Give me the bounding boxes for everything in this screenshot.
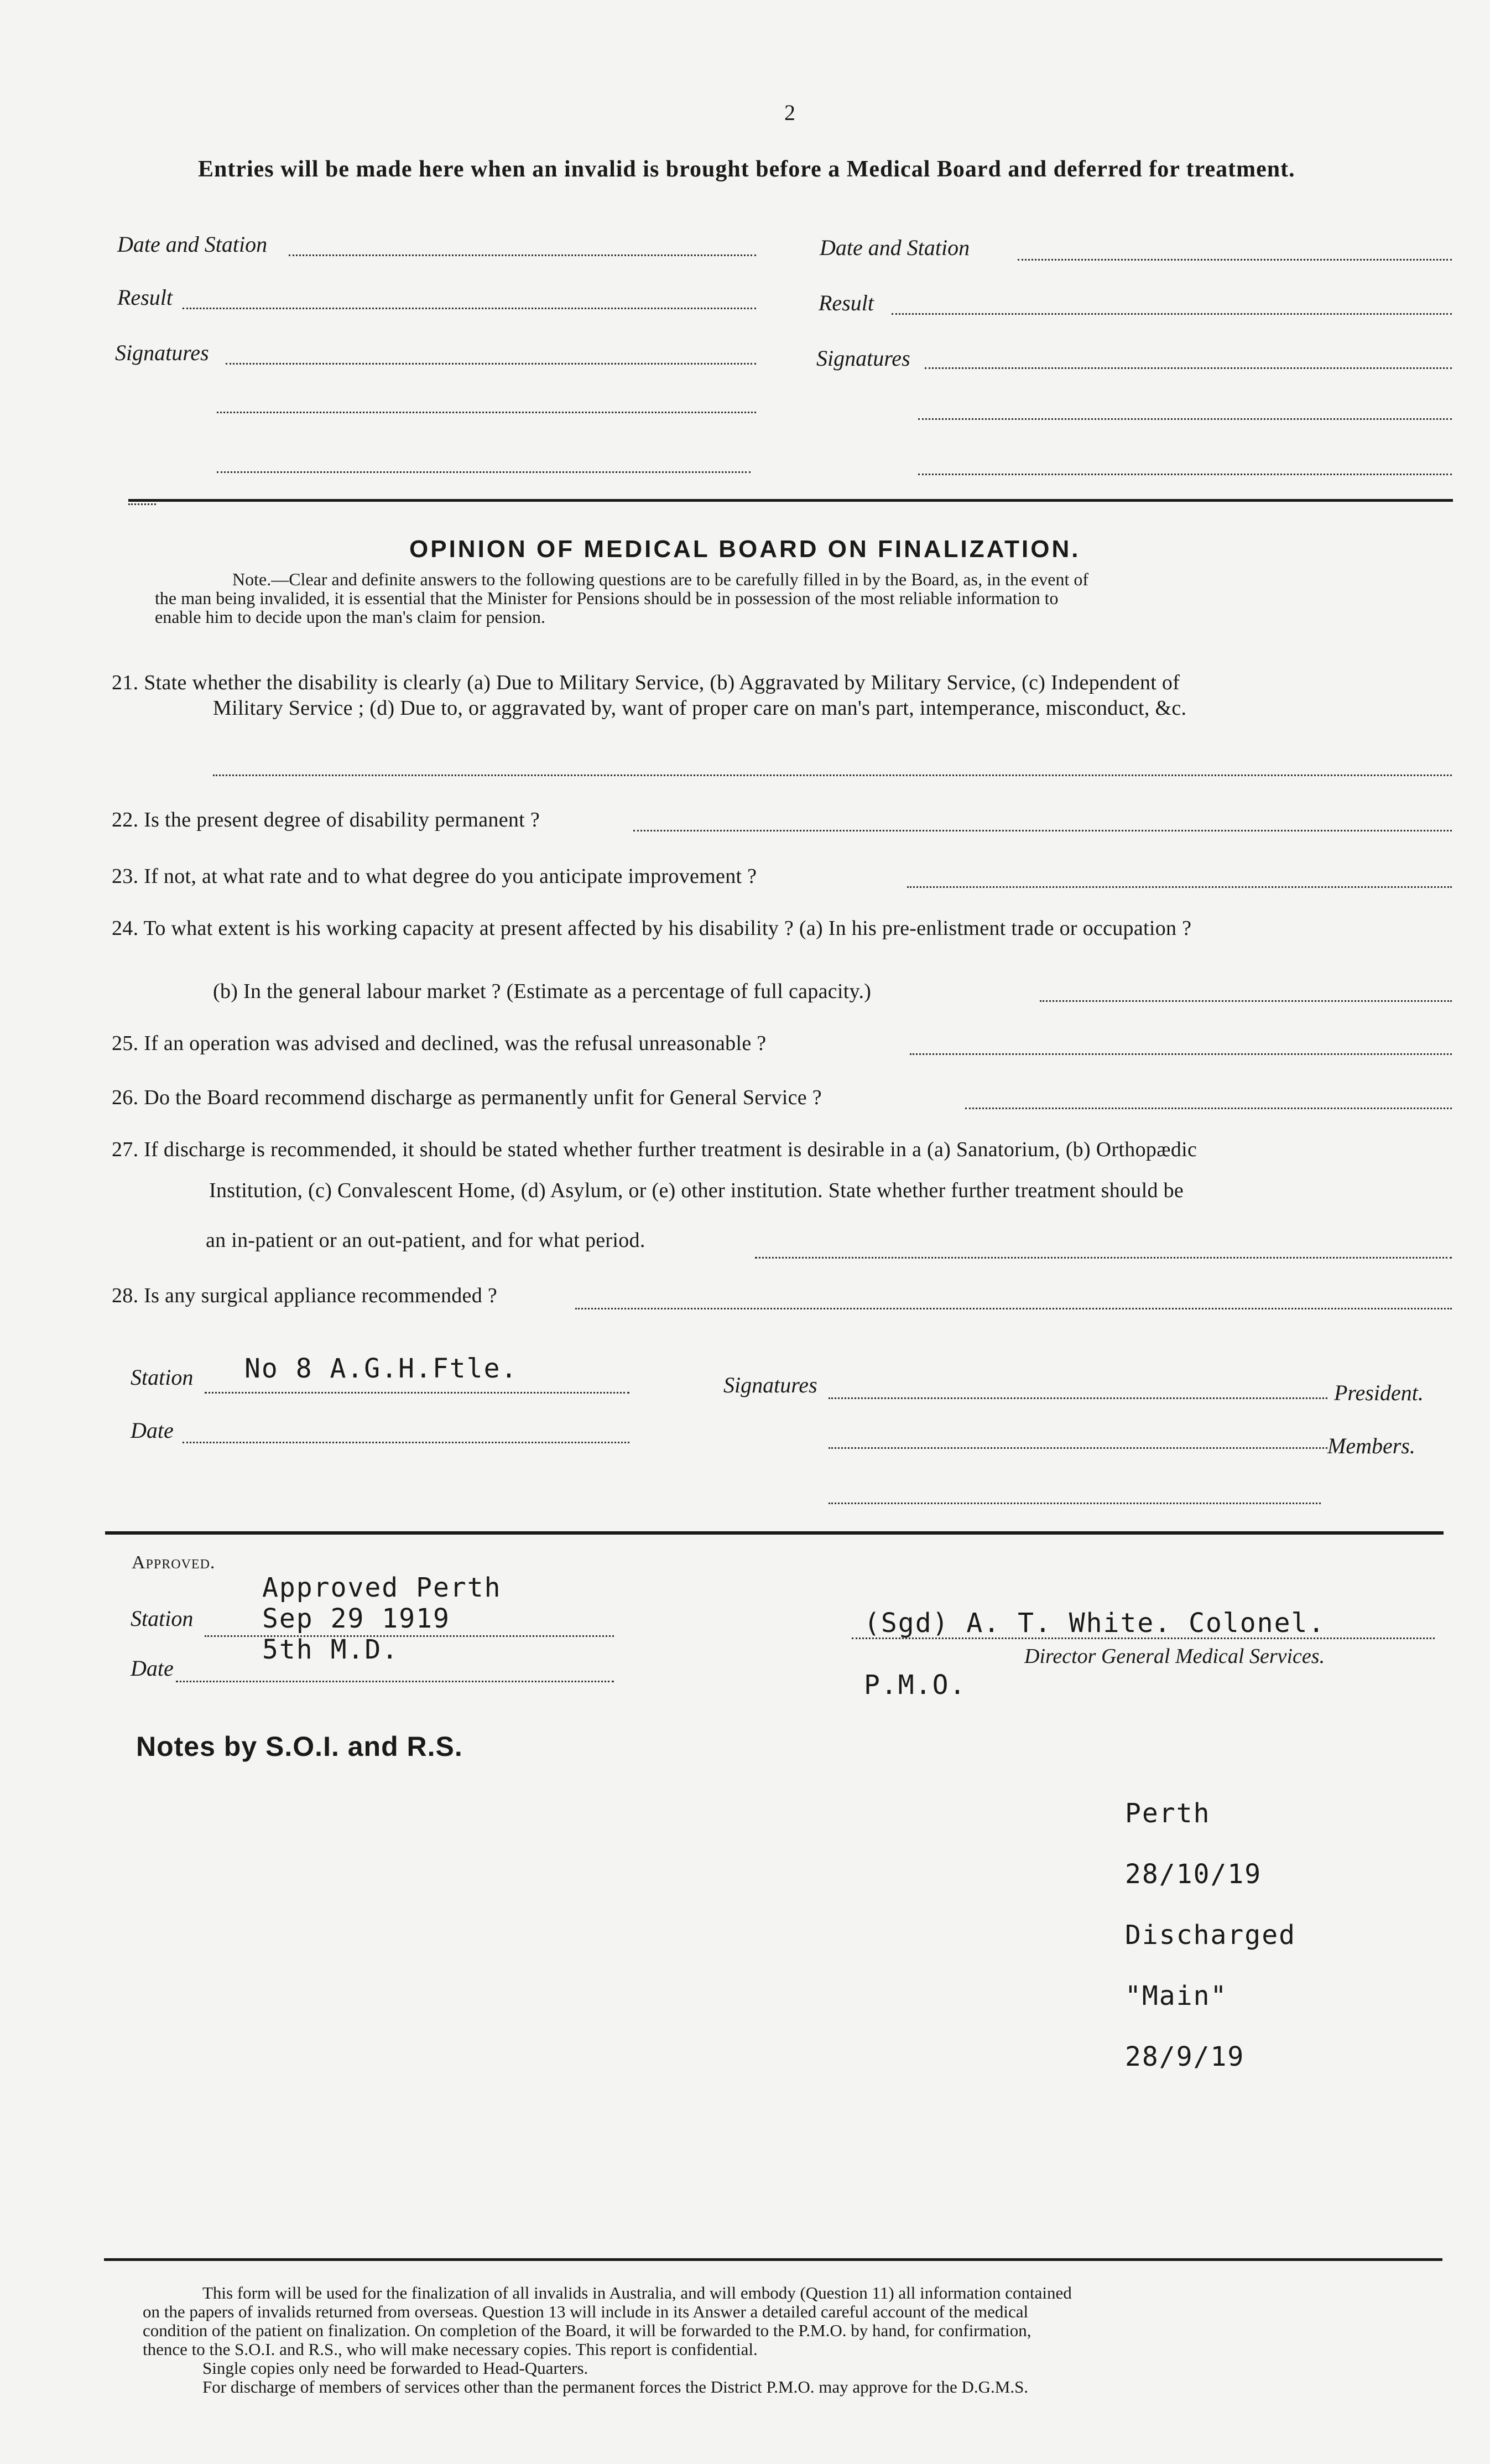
notes-entry-main: "Main" [1125, 1980, 1228, 2011]
footer-line6: For discharge of members of services other than the permanent forces the District P.M.O. may approve for the D.G.M.S. [202, 2377, 1029, 2397]
board-station-label: Station [131, 1365, 194, 1390]
deferred-signatures-label-left: Signatures [115, 340, 209, 365]
question-23-answer-line[interactable] [907, 886, 1452, 888]
approval-date-line[interactable] [176, 1681, 614, 1682]
divider-dots [128, 503, 156, 505]
question-24-line2: (b) In the general labour market ? (Estimate as a percentage of full capacity.) [213, 980, 872, 1003]
question-26-answer-line[interactable] [965, 1108, 1452, 1109]
deferred-signatures-line-right-2[interactable] [918, 418, 1452, 420]
question-27-line2: Institution, (c) Convalescent Home, (d) Asylum, or (e) other institution. State whether further treatment should be [209, 1179, 1184, 1202]
approval-signed-by: (Sgd) A. T. White. Colonel. [864, 1608, 1326, 1639]
question-22-answer-line[interactable] [633, 830, 1452, 831]
approval-dgms-title: Director General Medical Services. [1024, 1645, 1325, 1668]
approval-date-label: Date [131, 1656, 174, 1681]
deferred-date-station-label-right: Date and Station [820, 235, 970, 260]
question-24-line1: 24. To what extent is his working capacity at present affected by his disability ? (a) In his pre-enlistment trade or occupation ? [112, 917, 1192, 940]
approval-stamp-line2: Sep 29 1919 [262, 1603, 450, 1634]
deferred-date-station-label-left: Date and Station [117, 232, 268, 257]
deferred-signatures-line-left-3[interactable] [217, 471, 751, 473]
board-member-line-1[interactable] [829, 1447, 1327, 1449]
deferred-date-station-line-right[interactable] [1018, 259, 1452, 261]
deferred-signatures-line-left-2[interactable] [217, 412, 756, 413]
board-date-label: Date [131, 1418, 174, 1443]
question-27-answer-line[interactable] [755, 1257, 1452, 1259]
question-28-answer-line[interactable] [575, 1308, 1452, 1309]
question-26: 26. Do the Board recommend discharge as permanently unfit for General Service ? [112, 1086, 822, 1109]
question-22: 22. Is the present degree of disability permanent ? [112, 808, 540, 831]
footer-line4: thence to the S.O.I. and R.S., who will make necessary copies. This report is confidential. [143, 2340, 758, 2359]
board-date-line[interactable] [183, 1442, 629, 1443]
question-21-line1: 21. State whether the disability is clearly (a) Due to Military Service, (b) Aggravated by Military Service, (c) Independent of [112, 671, 1180, 694]
notes-entry-status: Discharged [1125, 1920, 1296, 1951]
section-divider-1 [128, 499, 1453, 502]
deferred-result-line-left[interactable] [183, 308, 756, 309]
footer-line5: Single copies only need be forwarded to Head-Quarters. [202, 2358, 588, 2378]
deferred-date-station-line-left[interactable] [289, 254, 756, 256]
board-president-label: President. [1334, 1380, 1424, 1405]
board-member-line-2[interactable] [829, 1503, 1321, 1504]
footer-divider [104, 2258, 1442, 2261]
deferred-signatures-label-right: Signatures [816, 346, 910, 371]
question-24-answer-line[interactable] [1040, 1000, 1452, 1002]
deferred-signatures-line-right-1[interactable] [925, 367, 1452, 369]
notes-entry-date: 28/10/19 [1125, 1859, 1262, 1890]
page-number: 2 [784, 100, 795, 125]
question-21-line2: Military Service ; (d) Due to, or aggravated by, want of proper care on man's part, intemperance, misconduct, &c. [213, 696, 1187, 720]
opinion-note-line3: enable him to decide upon the man's claim for pension. [155, 607, 546, 627]
board-members-label: Members. [1327, 1433, 1415, 1458]
deferred-signatures-line-left-1[interactable] [226, 363, 756, 365]
notes-entry-place: Perth [1125, 1798, 1211, 1829]
footer-line1: This form will be used for the finalization of all invalids in Australia, and will embody (Question 11) all information contained [202, 2283, 1072, 2302]
question-27-line1: 27. If discharge is recommended, it should be stated whether further treatment is desirable in a (a) Sanatorium, (b) Orthopædic [112, 1138, 1197, 1161]
approval-stamp-line3: 5th M.D. [262, 1634, 399, 1665]
section-divider-2 [105, 1531, 1444, 1535]
question-25: 25. If an operation was advised and declined, was the refusal unreasonable ? [112, 1032, 767, 1055]
footer-line3: condition of the patient on finalization. On completion of the Board, it will be forwarded to the P.M.O. by hand, for confirmation, [143, 2321, 1031, 2340]
question-28: 28. Is any surgical appliance recommended ? [112, 1284, 497, 1307]
approved-label: Approved. [132, 1552, 216, 1573]
board-signatures-label: Signatures [723, 1373, 817, 1397]
question-21-answer-line[interactable] [213, 774, 1452, 776]
deferred-result-label-right: Result [819, 290, 874, 315]
approval-station-label: Station [131, 1606, 194, 1631]
deferred-result-label-left: Result [117, 285, 173, 310]
approval-pmo: P.M.O. [864, 1670, 967, 1701]
board-president-line[interactable] [829, 1397, 1327, 1399]
question-23: 23. If not, at what rate and to what degree do you anticipate improvement ? [112, 865, 757, 888]
question-27-line3: an in-patient or an out-patient, and for what period. [206, 1229, 645, 1252]
deferred-heading: Entries will be made here when an invalid is brought before a Medical Board and deferred for treatment. [198, 157, 1295, 182]
opinion-note-line2: the man being invalided, it is essential that the Minister for Pensions should be in possession of the most reliable information to [155, 588, 1059, 608]
notes-heading: Notes by S.O.I. and R.S. [136, 1731, 463, 1762]
question-25-answer-line[interactable] [910, 1053, 1452, 1055]
opinion-note-line1: Note.—Clear and definite answers to the following questions are to be carefully filled in by the Board, as, in the event of [232, 569, 1088, 589]
board-station-value: No 8 A.G.H.Ftle. [244, 1353, 518, 1384]
opinion-title: OPINION OF MEDICAL BOARD ON FINALIZATION. [409, 536, 1081, 563]
deferred-signatures-line-right-3[interactable] [918, 474, 1452, 475]
footer-line2: on the papers of invalids returned from overseas. Question 13 will include in its Answer a detailed careful account of the medical [143, 2302, 1029, 2321]
deferred-result-line-right[interactable] [892, 313, 1452, 315]
board-station-line[interactable] [205, 1392, 629, 1394]
notes-entry-date-2: 28/9/19 [1125, 2041, 1245, 2072]
approval-signature-line[interactable] [852, 1638, 1435, 1639]
approval-stamp-line1: Approved Perth [262, 1572, 502, 1603]
